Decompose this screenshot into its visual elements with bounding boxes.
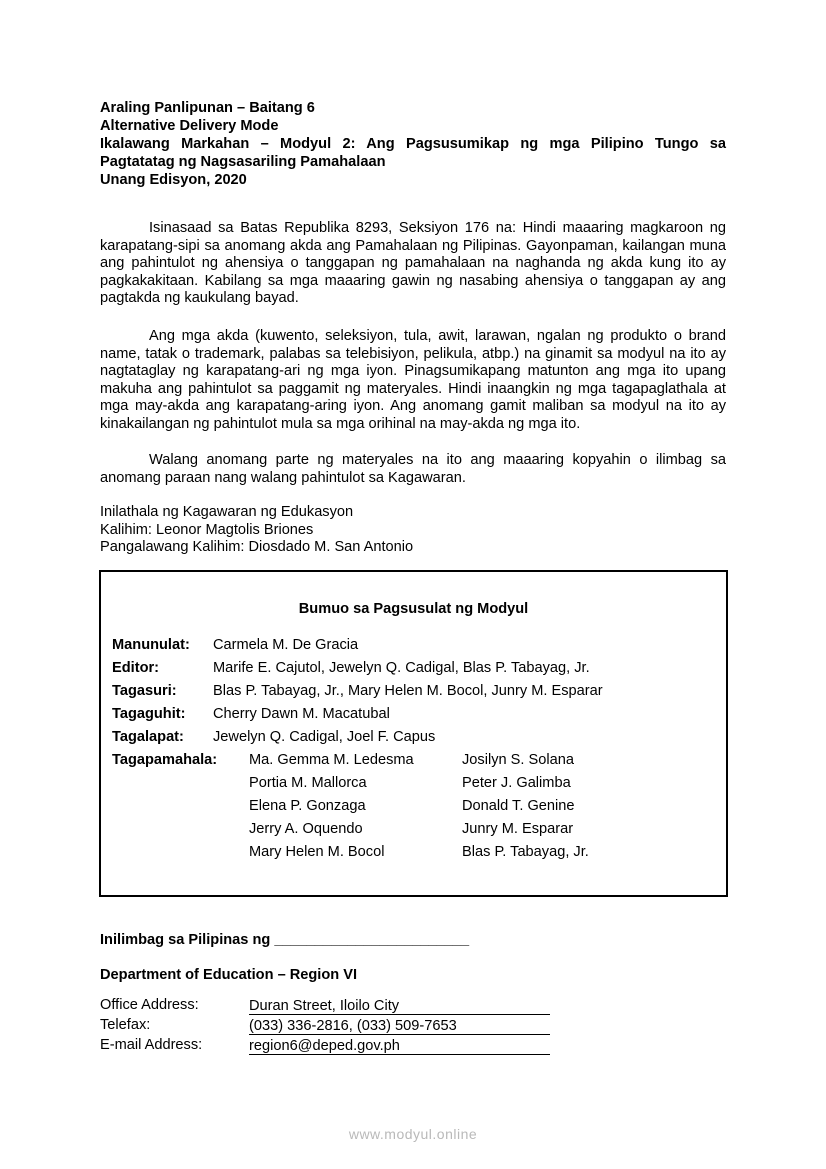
header-edition: Unang Edisyon, 2020 bbox=[100, 172, 247, 188]
footer-watermark: www.modyul.online bbox=[348, 1126, 478, 1142]
credit-value: Carmela M. De Gracia bbox=[213, 637, 359, 653]
publisher-block bbox=[100, 504, 413, 557]
credits-title: Bumuo sa Pagsusulat ng Modyul bbox=[298, 601, 529, 617]
telefax-label: Telefax: bbox=[100, 1017, 151, 1033]
manager-name: Ma. Gemma M. Ledesma bbox=[249, 752, 414, 768]
credit-label: Manunulat: bbox=[112, 637, 190, 653]
credit-value: Cherry Dawn M. Macatubal bbox=[213, 706, 390, 722]
region-heading: Department of Education – Region VI bbox=[100, 967, 358, 983]
header-module-title-cont: Pagtatatag ng Nagsasariling Pamahalaan bbox=[100, 154, 386, 170]
credit-label: Tagalapat: bbox=[112, 729, 184, 745]
manager-name: Portia M. Mallorca bbox=[249, 775, 367, 791]
credit-value: Jewelyn Q. Cadigal, Joel F. Capus bbox=[213, 729, 436, 745]
credit-label: Tagapamahala: bbox=[112, 752, 218, 768]
manager-name: Blas P. Tabayag, Jr. bbox=[462, 844, 589, 860]
credit-label: Tagasuri: bbox=[112, 683, 177, 699]
office-address-value: Duran Street, Iloilo City bbox=[249, 998, 550, 1015]
manager-name: Mary Helen M. Bocol bbox=[249, 844, 385, 860]
office-address-label: Office Address: bbox=[100, 997, 199, 1013]
secretary-line: Kalihim: Leonor Magtolis Briones bbox=[100, 521, 314, 538]
credits-box bbox=[99, 570, 728, 897]
credit-label: Tagaguhit: bbox=[112, 706, 186, 722]
credit-value: Blas P. Tabayag, Jr., Mary Helen M. Bocol, Junry M. Esparar bbox=[213, 683, 603, 699]
document-header bbox=[100, 99, 726, 189]
copyright-paragraph: Isinasaad sa Batas Republika 8293, Seksiyon 176 na: Hindi maaaring magkaroon ng karapatang-sipi sa anomang akda ang Pamahalaan ng Pilipinas. Gayonpaman, kailangan muna ang pahintulot ng ahensiya o tanggapan ng pamahalaan na naghanda ng akda kung ito ay pagkakakitaan. Kabilang sa mga maaaring gawin ng nasabing ahensiya o tanggapan ay ang pagtakda ng kaukulang bayad. bbox=[100, 220, 726, 307]
email-label: E-mail Address: bbox=[100, 1037, 203, 1053]
undersecretary-line: Pangalawang Kalihim: Diosdado M. San Antonio bbox=[100, 539, 414, 556]
manager-name: Peter J. Galimba bbox=[462, 775, 571, 791]
publisher-line: Inilathala ng Kagawaran ng Edukasyon bbox=[100, 504, 354, 520]
header-subject: Araling Panlipunan – Baitang 6 bbox=[100, 100, 315, 116]
reproduction-paragraph: Walang anomang parte ng materyales na ito ang maaaring kopyahin o ilimbag sa anomang paraan nang walang pahintulot sa Kagawaran. bbox=[100, 452, 726, 486]
header-mode: Alternative Delivery Mode bbox=[100, 118, 279, 134]
manager-name: Junry M. Esparar bbox=[462, 821, 574, 837]
email-value: region6@deped.gov.ph bbox=[249, 1038, 550, 1055]
manager-name: Josilyn S. Solana bbox=[462, 752, 574, 768]
manager-name: Jerry A. Oquendo bbox=[249, 821, 363, 837]
credit-label: Editor: bbox=[112, 660, 160, 676]
credit-value: Marife E. Cajutol, Jewelyn Q. Cadigal, Blas P. Tabayag, Jr. bbox=[213, 660, 590, 676]
manager-name: Donald T. Genine bbox=[462, 798, 575, 814]
printed-in-line: Inilimbag sa Pilipinas ng ________________________ bbox=[100, 932, 470, 948]
trademark-paragraph: Ang mga akda (kuwento, seleksiyon, tula, awit, larawan, ngalan ng produkto o brand name, tatak o trademark, palabas sa telebisiyon, pelikula, atbp.) na ginamit sa modyul na ito ay nagtataglay ng karapatang-ari ng mga iyon. Pinagsumikapang matunton ang mga ito upang makuha ang pahintulot sa paggamit ng materyales. Hindi inaangkin ng mga tagapaglathala at mga may-akda ang karapatang-aring iyon. Ang anomang gamit maliban sa modyul na ito ay kinakailangan ng pahintulot mula sa mga orihinal na may-akda ng mga ito. bbox=[100, 328, 726, 432]
header-module-title: Ikalawang Markahan – Modyul 2: Ang Pagsusumikap ng mga Pilipino Tungo sa bbox=[100, 136, 726, 152]
telefax-value: (033) 336-2816, (033) 509-7653 bbox=[249, 1018, 550, 1035]
manager-name: Elena P. Gonzaga bbox=[249, 798, 366, 814]
